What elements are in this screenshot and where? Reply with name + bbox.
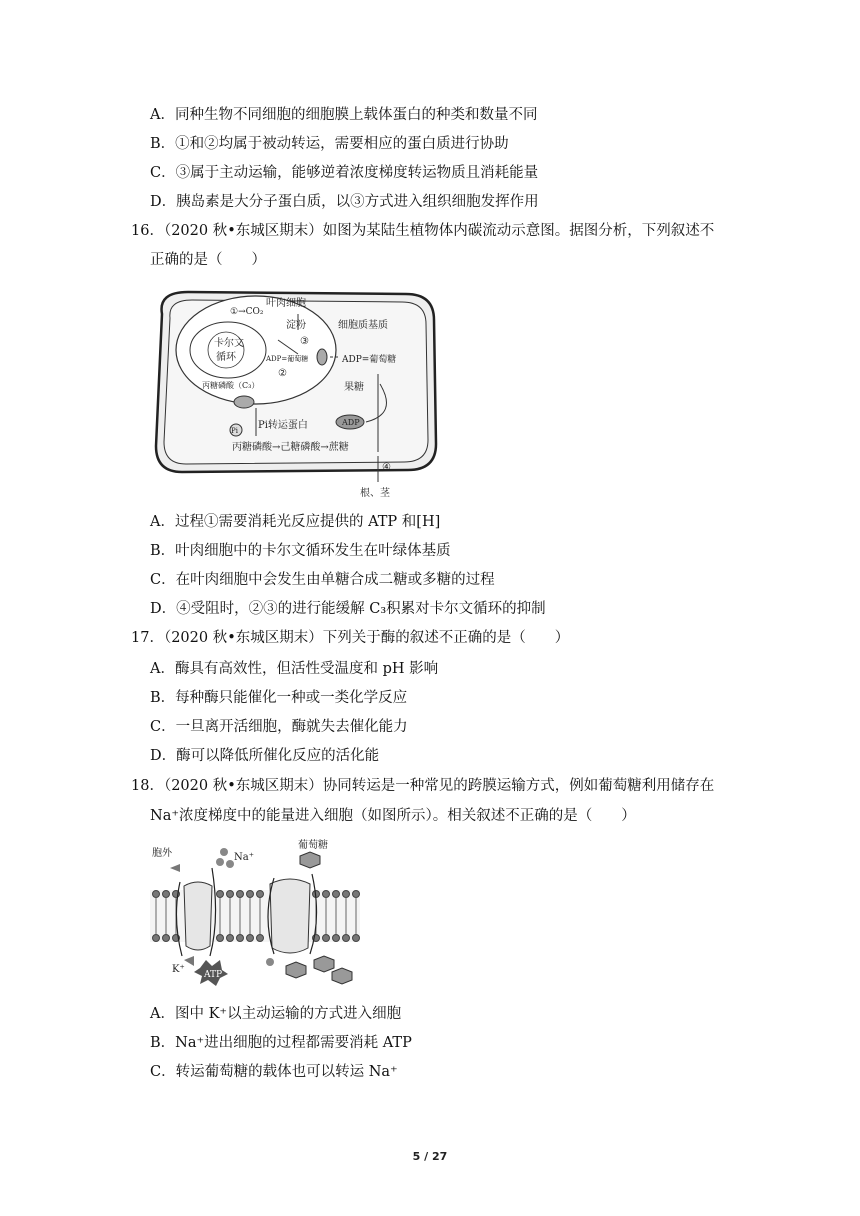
page-number: 5 / 27 bbox=[412, 1150, 448, 1163]
label-root-stem: 根、茎 bbox=[360, 488, 390, 499]
q18-option-c: C．转运葡萄糖的载体也可以转运 Na⁺ bbox=[150, 1064, 398, 1080]
label-na: Na⁺ bbox=[234, 852, 254, 863]
adp-glucose-transporter bbox=[317, 349, 327, 365]
q15-option-d: D．胰岛素是大分子蛋白质，以③方式进入组织细胞发挥作用 bbox=[150, 194, 539, 210]
q17-option-b: B．每种酶只能催化一种或一类化学反应 bbox=[150, 690, 408, 706]
q17-stem: 17．（2020 秋•东城区期末）下列关于酶的叙述不正确的是（ ） bbox=[131, 630, 570, 646]
q17-option-a: A．酶具有高效性，但活性受温度和 pH 影响 bbox=[150, 661, 439, 677]
label-step-4: ④ bbox=[382, 462, 391, 473]
q16-option-a: A．过程①需要消耗光反应提供的 ATP 和[H] bbox=[150, 514, 441, 530]
na-k-pump bbox=[184, 882, 212, 950]
label-sugar-chain: 丙糖磷酸→己糖磷酸→蔗糖 bbox=[232, 442, 349, 453]
cotransport-diagram bbox=[150, 838, 360, 986]
label-triose-c3: 丙糖磷酸（C₃） bbox=[202, 381, 260, 390]
q15-option-a: A．同种生物不同细胞的细胞膜上载体蛋白的种类和数量不同 bbox=[150, 107, 538, 123]
label-calvin-1: 卡尔文 bbox=[214, 338, 244, 349]
label-pi-transporter: Pi转运蛋白 bbox=[258, 420, 308, 431]
q16-option-c: C．在叶肉细胞中会发生由单糖合成二糖或多糖的过程 bbox=[150, 572, 495, 588]
glucose-hexagon-top bbox=[300, 852, 320, 868]
q18-stem-line1: 18．（2020 秋•东城区期末）协同转运是一种常见的跨膜运输方式，例如葡萄糖利用储存在 bbox=[131, 778, 715, 794]
q16-stem-line2: 正确的是（ ） bbox=[150, 252, 266, 268]
q15-option-c: C．③属于主动运输，能够逆着浓度梯度转运物质且消耗能量 bbox=[150, 165, 539, 181]
label-fructose: 果糖 bbox=[344, 382, 364, 393]
label-starch: 淀粉 bbox=[286, 320, 306, 331]
label-calvin-2: 循环 bbox=[216, 352, 236, 363]
q16-option-b: B．叶肉细胞中的卡尔文循环发生在叶绿体基质 bbox=[150, 543, 451, 559]
label-glucose: 葡萄糖 bbox=[298, 840, 328, 851]
q17-option-c: C．一旦离开活细胞，酶就失去催化能力 bbox=[150, 719, 408, 735]
q16-option-d: D．④受阻时，②③的进行能缓解 C₃积累对卡尔文循环的抑制 bbox=[150, 601, 546, 617]
label-outside: 胞外 bbox=[152, 848, 172, 859]
q15-option-b: B．①和②均属于被动转运，需要相应的蛋白质进行协助 bbox=[150, 136, 509, 152]
q18-stem-line2: Na⁺浓度梯度中的能量进入细胞（如图所示）。相关叙述不正确的是（ ） bbox=[150, 808, 636, 824]
label-step-3: ③ bbox=[300, 336, 309, 347]
q17-option-d: D．酶可以降低所催化反应的活化能 bbox=[150, 748, 380, 764]
label-leaf-cell: 叶肉细胞 bbox=[266, 298, 306, 309]
label-step-2: ② bbox=[278, 368, 287, 379]
label-adp-glucose-inner: ADP=葡萄糖 bbox=[266, 355, 309, 363]
q18-option-b: B．Na⁺进出细胞的过程都需要消耗 ATP bbox=[150, 1035, 412, 1051]
glucose-cotransporter bbox=[270, 879, 310, 953]
pi-transporter bbox=[234, 396, 254, 408]
label-atp: ATP bbox=[204, 970, 223, 980]
q18-option-a: A．图中 K⁺以主动运输的方式进入细胞 bbox=[150, 1006, 402, 1022]
label-pi: Pi bbox=[231, 427, 238, 435]
label-co2: ①→CO₂ bbox=[230, 307, 264, 317]
q16-stem-line1: 16．（2020 秋•东城区期末）如图为某陆生植物体内碳流动示意图。据图分析，下列叙述不 bbox=[131, 223, 715, 239]
label-adp: ADP bbox=[342, 418, 360, 427]
carbon-flow-diagram bbox=[148, 284, 440, 506]
label-adp-glucose-outer: ADP=葡萄糖 bbox=[342, 355, 397, 365]
label-cytoplasm: 细胞质基质 bbox=[338, 320, 388, 331]
label-k: K⁺ bbox=[172, 964, 185, 975]
membrane-bilayer bbox=[150, 890, 360, 942]
